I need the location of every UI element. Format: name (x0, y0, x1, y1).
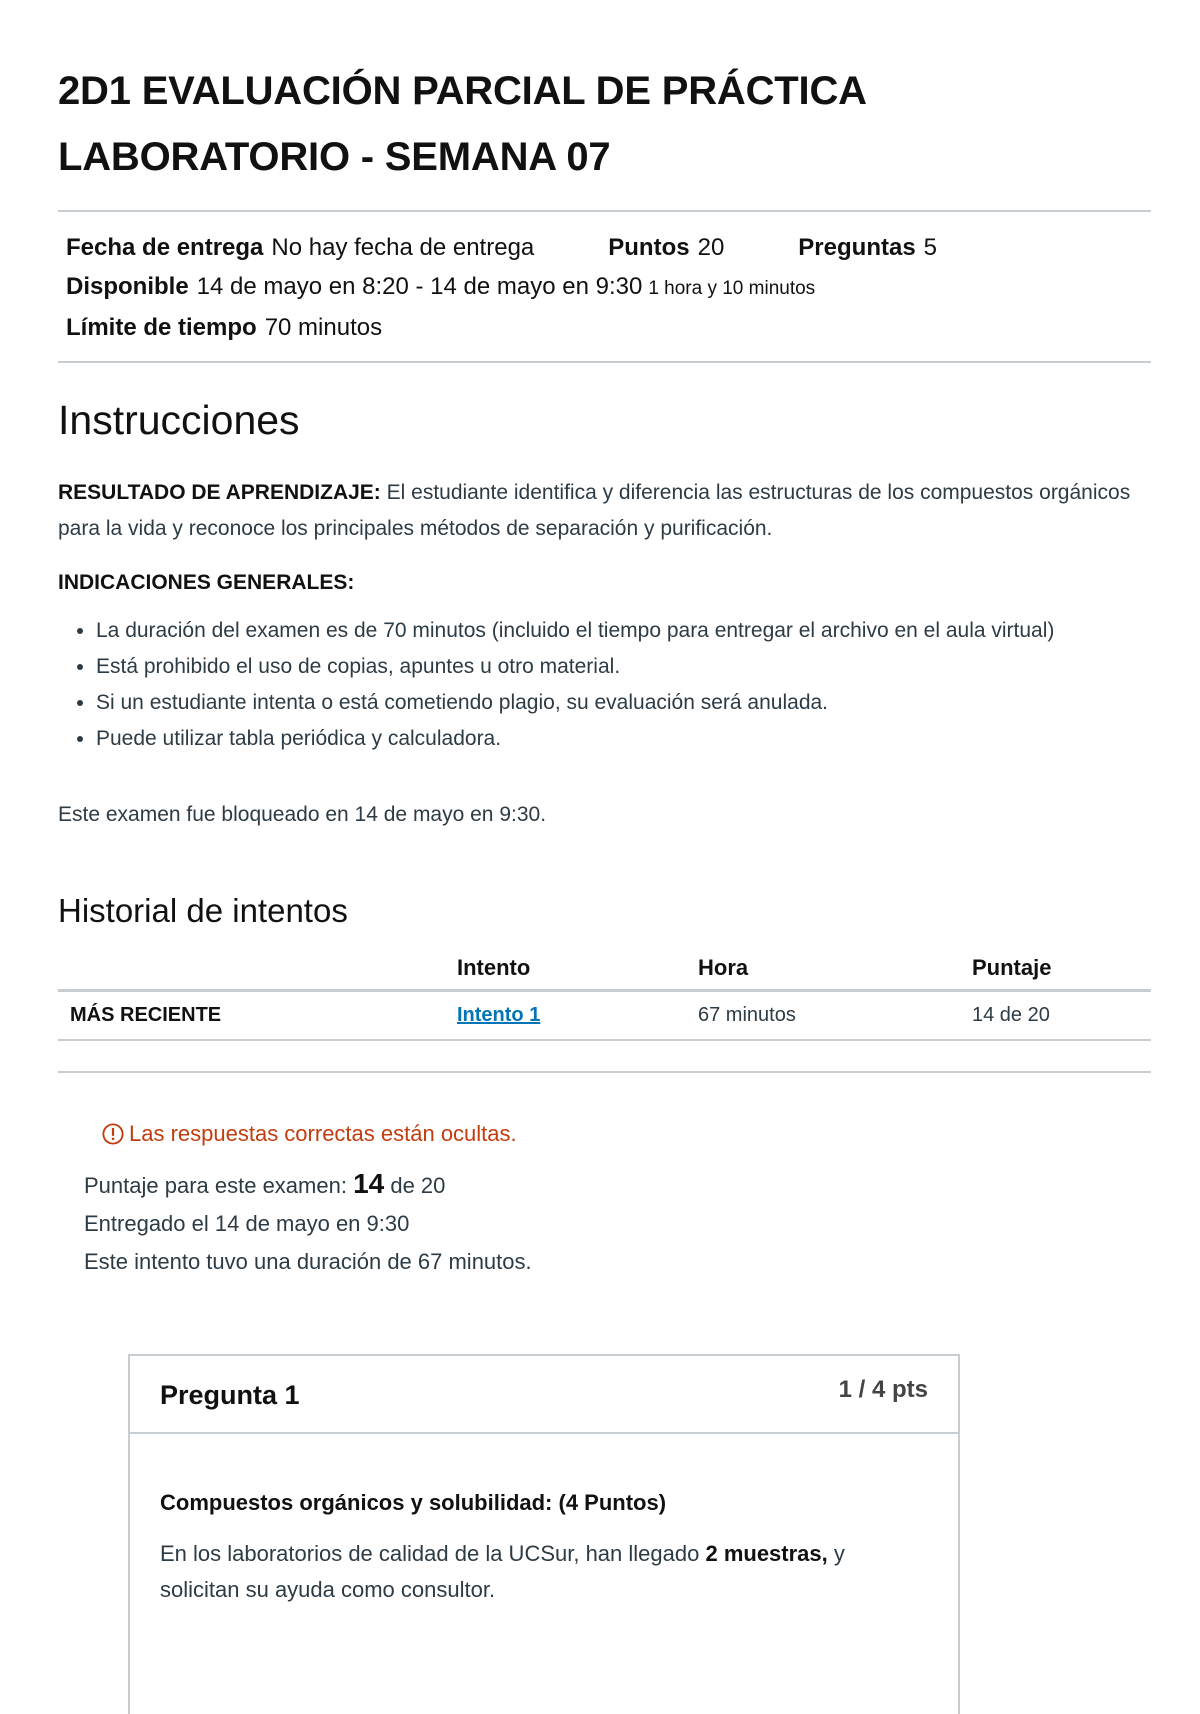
attempt-time: 67 minutos (686, 991, 960, 1041)
column-header: Puntaje (960, 955, 1151, 991)
available-value: 14 de mayo en 8:20 - 14 de mayo en 9:30 (196, 273, 643, 300)
question-title: Compuestos orgánicos y solubilidad: (4 Puntos) (160, 1490, 667, 1515)
list-item: • La duración del examen es de 70 minutos (incluido el tiempo para entregar el archivo en el aula virtual) (96, 613, 1151, 649)
answers-hidden-notice (102, 1121, 1151, 1147)
attempt-history-table (58, 955, 1151, 1041)
question-text (160, 1536, 928, 1608)
divider (58, 361, 1151, 363)
general-indications-label: INDICACIONES GENERALES: (58, 571, 355, 594)
learning-outcome (58, 475, 1151, 547)
question-text-end: y solicitan su ayuda como consultor. (160, 1541, 845, 1602)
column-header (58, 955, 445, 991)
learning-outcome-text: El estudiante identifica y diferencia las estructuras de los compuestos orgánicos para la vida y reconoce los principales métodos de separación y purificación. (58, 481, 1131, 540)
available-label: Disponible (66, 273, 189, 300)
question-text-start: En los laboratorios de calidad de la UCSur, han llegado (160, 1541, 706, 1566)
question-text-bold: 2 muestras, (705, 1541, 828, 1566)
questions-label: Preguntas (798, 234, 916, 261)
question-header (130, 1356, 958, 1434)
details-row-2 (66, 267, 1151, 308)
score-value: 14 (353, 1168, 385, 1199)
instructions-heading: Instrucciones (58, 397, 300, 443)
attempt-link[interactable]: Intento 1 (457, 1004, 541, 1026)
details-row-1 (66, 228, 1151, 267)
indications-list (58, 613, 1151, 757)
attempt-cell (445, 991, 686, 1041)
column-header: Hora (686, 955, 960, 991)
table-header-row (58, 955, 1151, 991)
list-item: • Está prohibido el uso de copias, apuntes u otro material. (96, 649, 1151, 685)
question-name: Pregunta 1 (160, 1380, 300, 1410)
answers-hidden-text: Las respuestas correctas están ocultas. (129, 1121, 517, 1146)
points-label: Puntos (608, 234, 690, 261)
question-points: 1 / 4 pts (838, 1376, 928, 1403)
questions-value: 5 (923, 234, 938, 261)
general-indications (58, 565, 1151, 601)
divider (58, 1071, 1151, 1073)
warning-icon (102, 1123, 124, 1145)
column-header: Intento (445, 955, 686, 991)
points-value: 20 (697, 234, 725, 261)
score-suffix: de 20 (384, 1173, 446, 1198)
question-body (130, 1434, 958, 1608)
quiz-title (58, 58, 1151, 190)
list-item: • Si un estudiante intenta o está cometiendo plagio, su evaluación será anulada. (96, 685, 1151, 721)
due-value: No hay fecha de entrega (271, 234, 535, 261)
available-duration: 1 hora y 10 minutos (648, 278, 816, 299)
submitted-line: Entregado el 14 de mayo en 9:30 (84, 1211, 410, 1236)
time-limit-value: 70 minutos (264, 314, 383, 341)
time-limit-label: Límite de tiempo (66, 314, 257, 341)
score-line (84, 1165, 1151, 1205)
attempt-label: MÁS RECIENTE (58, 991, 445, 1041)
question-card (128, 1354, 960, 1714)
quiz-title-line-1: 2D1 EVALUACIÓN PARCIAL DE PRÁCTICA (58, 69, 867, 113)
attempt-score: 14 de 20 (960, 991, 1151, 1041)
quiz-page (58, 0, 1151, 1281)
table-row (58, 991, 1151, 1041)
list-item: • Puede utilizar tabla periódica y calculadora. (96, 721, 1151, 757)
due-label: Fecha de entrega (66, 234, 264, 261)
score-prefix: Puntaje para este examen: (84, 1173, 354, 1198)
quiz-details (58, 212, 1151, 361)
quiz-title-line-2: LABORATORIO - SEMANA 07 (58, 135, 611, 179)
attempt-summary (84, 1165, 1151, 1281)
details-row-3 (66, 308, 1151, 347)
locked-notice: Este examen fue bloqueado en 14 de mayo en 9:30. (58, 803, 547, 826)
learning-outcome-label: RESULTADO DE APRENDIZAJE: (58, 481, 381, 504)
history-heading: Historial de intentos (58, 892, 348, 929)
duration-line: Este intento tuvo una duración de 67 minutos. (84, 1249, 532, 1274)
